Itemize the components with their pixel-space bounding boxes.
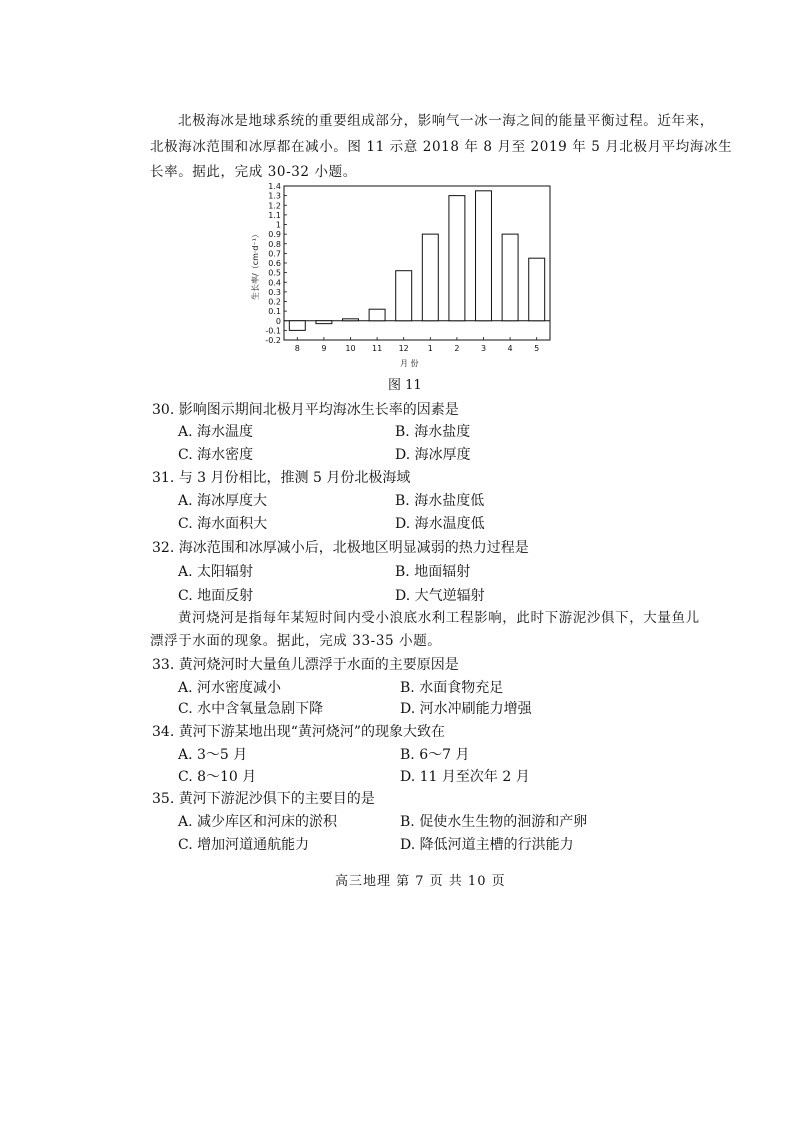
q32-text: 海冰范围和冰厚减小后，北极地区明显减弱的热力过程是 xyxy=(178,540,529,556)
figure-caption: 图 11 xyxy=(388,378,422,393)
q34-num: 34. xyxy=(152,724,175,740)
bar-month-5 xyxy=(529,258,545,321)
q34-option-c[interactable]: C. 8～10 月 xyxy=(178,769,257,785)
q32-option-a[interactable]: A. 太阳辐射 xyxy=(178,564,254,580)
x-axis-label: 月 份 xyxy=(400,359,419,368)
bar-month-11 xyxy=(369,309,385,321)
x-tick-label: 4 xyxy=(507,344,513,353)
q33-option-d[interactable]: D. 河水冲刷能力增强 xyxy=(400,701,532,717)
intro2-line1: 黄河烧河是指每年某短时间内受小浪底水利工程影响，此时下游泥沙俱下，大量鱼儿 xyxy=(178,610,700,626)
y-tick-label: -0.2 xyxy=(265,336,281,345)
q33-option-a[interactable]: A. 河水密度减小 xyxy=(178,680,282,696)
q30-option-c[interactable]: C. 海水密度 xyxy=(178,447,254,463)
y-tick-label: 1.1 xyxy=(268,210,281,220)
q35-num: 35. xyxy=(152,791,175,807)
bar-month-9 xyxy=(316,321,332,324)
y-tick-label: 0.7 xyxy=(268,249,281,259)
bar-month-10 xyxy=(343,319,359,321)
y-tick-label: 0.9 xyxy=(268,230,281,240)
q35-option-b[interactable]: B. 促使水生生物的洄游和产卵 xyxy=(400,814,588,830)
q31-num: 31. xyxy=(152,470,175,486)
y-tick-label: 0.3 xyxy=(268,287,281,297)
q33-num: 33. xyxy=(152,657,175,673)
q30-text: 影响图示期间北极月平均海冰生长率的因素是 xyxy=(178,402,459,418)
x-tick-label: 2 xyxy=(454,344,460,353)
q31-stem xyxy=(152,469,410,487)
y-tick-label: 1 xyxy=(275,220,281,230)
q35-option-a[interactable]: A. 减少库区和河床的淤积 xyxy=(178,814,338,830)
q34-text: 黄河下游某地出现“黄河烧河”的现象大致在 xyxy=(178,724,446,740)
q35-option-c[interactable]: C. 增加河道通航能力 xyxy=(178,837,310,853)
intro1-line3: 长率。据此，完成 30-32 小题。 xyxy=(150,164,357,180)
y-tick-label: 0.1 xyxy=(268,307,281,317)
q33-option-c[interactable]: C. 水中含氧量急剧下降 xyxy=(178,701,324,717)
q32-option-b[interactable]: B. 地面辐射 xyxy=(395,564,471,580)
q32-option-c[interactable]: C. 地面反射 xyxy=(178,588,254,604)
bar-month-12 xyxy=(396,271,412,321)
q31-option-d[interactable]: D. 海水温度低 xyxy=(395,516,485,532)
y-tick-label: 1.3 xyxy=(268,191,281,201)
q32-option-d[interactable]: D. 大气逆辐射 xyxy=(395,588,485,604)
x-tick-label: 12 xyxy=(398,344,409,353)
q33-text: 黄河烧河时大量鱼儿漂浮于水面的主要原因是 xyxy=(178,657,459,673)
page-footer: 高三地理 第 7 页 共 10 页 xyxy=(335,874,506,889)
q32-stem xyxy=(152,539,529,557)
q35-stem xyxy=(152,790,375,808)
bar-month-4 xyxy=(502,234,518,321)
y-tick-label: 0 xyxy=(275,316,281,326)
intro1-line1: 北极海冰是地球系统的重要组成部分，影响气一冰一海之间的能量平衡过程。近年来， xyxy=(178,113,714,129)
y-tick-label: 0.5 xyxy=(268,268,281,278)
q30-stem xyxy=(152,401,459,419)
growth-rate-chart xyxy=(250,180,562,370)
q31-option-a[interactable]: A. 海冰厚度大 xyxy=(178,493,268,509)
q34-option-b[interactable]: B. 6～7 月 xyxy=(400,747,470,763)
q30-option-a[interactable]: A. 海水温度 xyxy=(178,424,254,440)
intro2-line2: 漂浮于水面的现象。据此，完成 33-35 小题。 xyxy=(150,633,442,649)
y-tick-label: 0.8 xyxy=(268,239,281,249)
q33-stem xyxy=(152,656,459,674)
q31-option-b[interactable]: B. 海水盐度低 xyxy=(395,493,485,509)
q33-option-b[interactable]: B. 水面食物充足 xyxy=(400,680,504,696)
x-tick-label: 5 xyxy=(534,344,540,353)
bar-month-3 xyxy=(476,191,492,321)
x-tick-label: 10 xyxy=(345,344,356,353)
q35-text: 黄河下游泥沙俱下的主要目的是 xyxy=(178,791,375,807)
bar-month-8 xyxy=(289,321,305,331)
q35-option-d[interactable]: D. 降低河道主槽的行洪能力 xyxy=(400,837,574,853)
q30-option-d[interactable]: D. 海冰厚度 xyxy=(395,447,471,463)
y-tick-label: 0.4 xyxy=(268,278,281,288)
bar-month-2 xyxy=(449,196,465,321)
q34-stem xyxy=(152,723,445,741)
x-tick-label: 1 xyxy=(427,344,433,353)
x-tick-label: 9 xyxy=(321,344,327,353)
intro1-line2: 北极海冰范围和冰厚都在减小。图 11 示意 2018 年 8 月至 2019 年 5 月北极月平均海冰生 xyxy=(150,139,733,155)
y-tick-label: 0.6 xyxy=(268,259,281,268)
x-tick-label: 11 xyxy=(372,344,383,353)
q30-option-b[interactable]: B. 海水盐度 xyxy=(395,424,471,440)
q32-num: 32. xyxy=(152,540,175,556)
q34-option-a[interactable]: A. 3～5 月 xyxy=(178,747,248,763)
y-tick-label: 0.2 xyxy=(268,297,281,307)
q31-option-c[interactable]: C. 海水面积大 xyxy=(178,516,268,532)
q34-option-d[interactable]: D. 11 月至次年 2 月 xyxy=(400,769,530,785)
q30-num: 30. xyxy=(152,402,175,418)
y-axis-label: 生长率/（cm·d⁻¹） xyxy=(251,230,260,300)
q31-text: 与 3 月份相比，推测 5 月份北极海域 xyxy=(178,470,411,486)
y-tick-label: -0.1 xyxy=(265,326,281,336)
x-tick-label: 8 xyxy=(294,344,300,353)
bar-month-1 xyxy=(422,234,438,321)
y-tick-label: 1.4 xyxy=(268,182,281,191)
x-tick-label: 3 xyxy=(480,344,487,353)
y-tick-label: 1.2 xyxy=(268,201,281,211)
